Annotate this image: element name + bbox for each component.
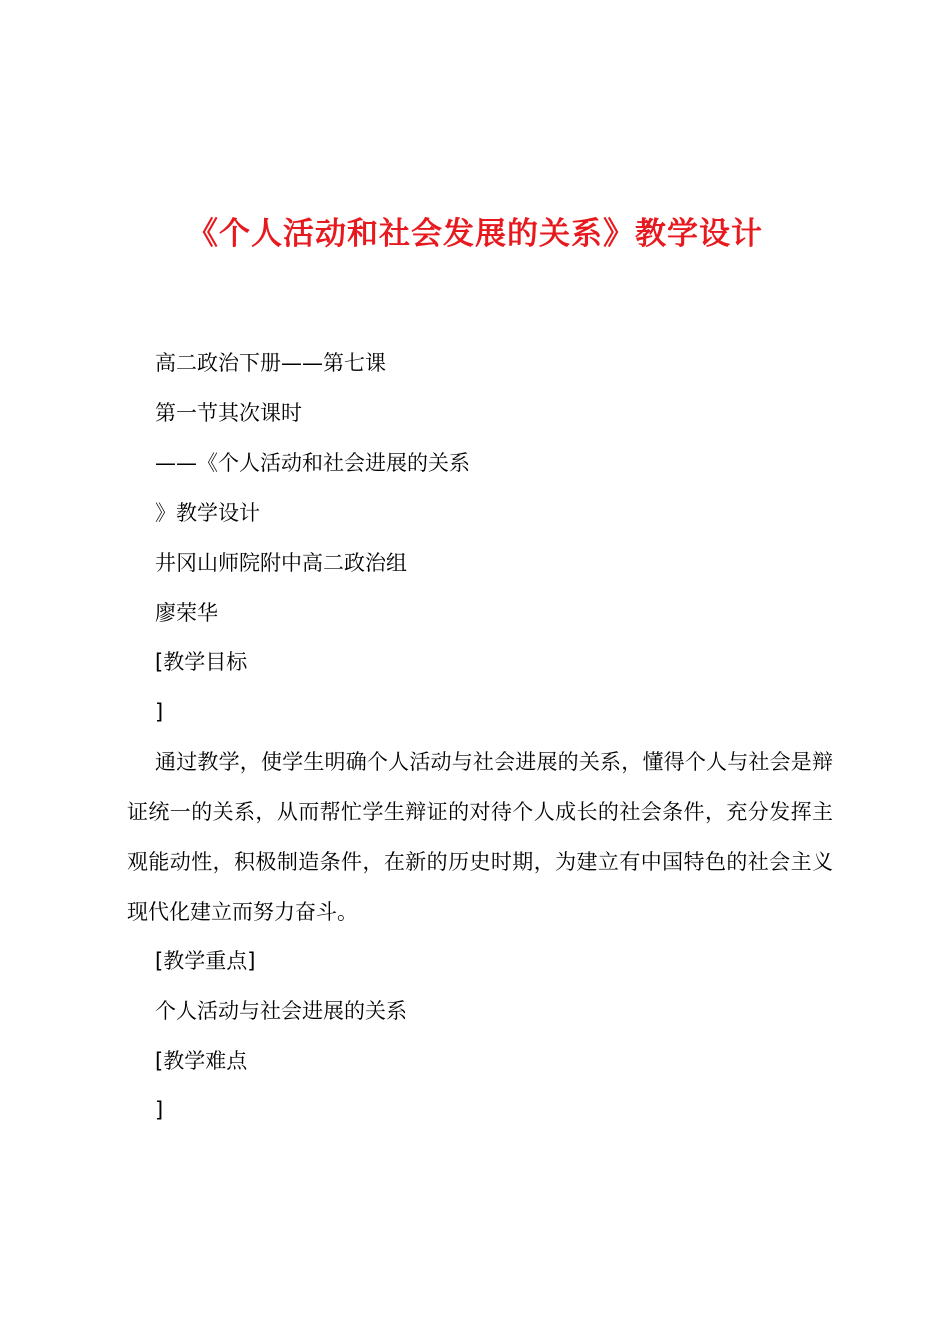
- lesson-line: 第一节其次课时: [155, 401, 302, 425]
- keypoint-text: 个人活动与社会进展的关系: [155, 999, 407, 1023]
- objective-heading-close: ]: [155, 700, 164, 724]
- author-line: 廖荣华: [155, 601, 218, 625]
- objective-paragraph: 通过教学，使学生明确个人活动与社会进展的关系，懂得个人与社会是辩证统一的关系，从而帮忙学生辩证的对待个人成长的社会条件，充分发挥主观能动性，积极制造条件，在新的历史时期，为建立有中国特色的社会主义现代化建立而努力奋斗。: [127, 750, 833, 924]
- difficulty-heading-close: ]: [155, 1098, 164, 1122]
- subtitle-line-continued: 》教学设计: [155, 501, 260, 525]
- keypoint-heading: [教学重点]: [155, 949, 256, 973]
- objective-heading: [教学目标: [155, 650, 248, 674]
- course-line: 高二政治下册——第七课: [155, 351, 386, 375]
- document-title: 《个人活动和社会发展的关系》教学设计: [187, 216, 763, 252]
- difficulty-heading: [教学难点: [155, 1049, 248, 1073]
- subtitle-line: ——《个人活动和社会进展的关系: [155, 451, 470, 475]
- school-line: 井冈山师院附中高二政治组: [155, 551, 407, 575]
